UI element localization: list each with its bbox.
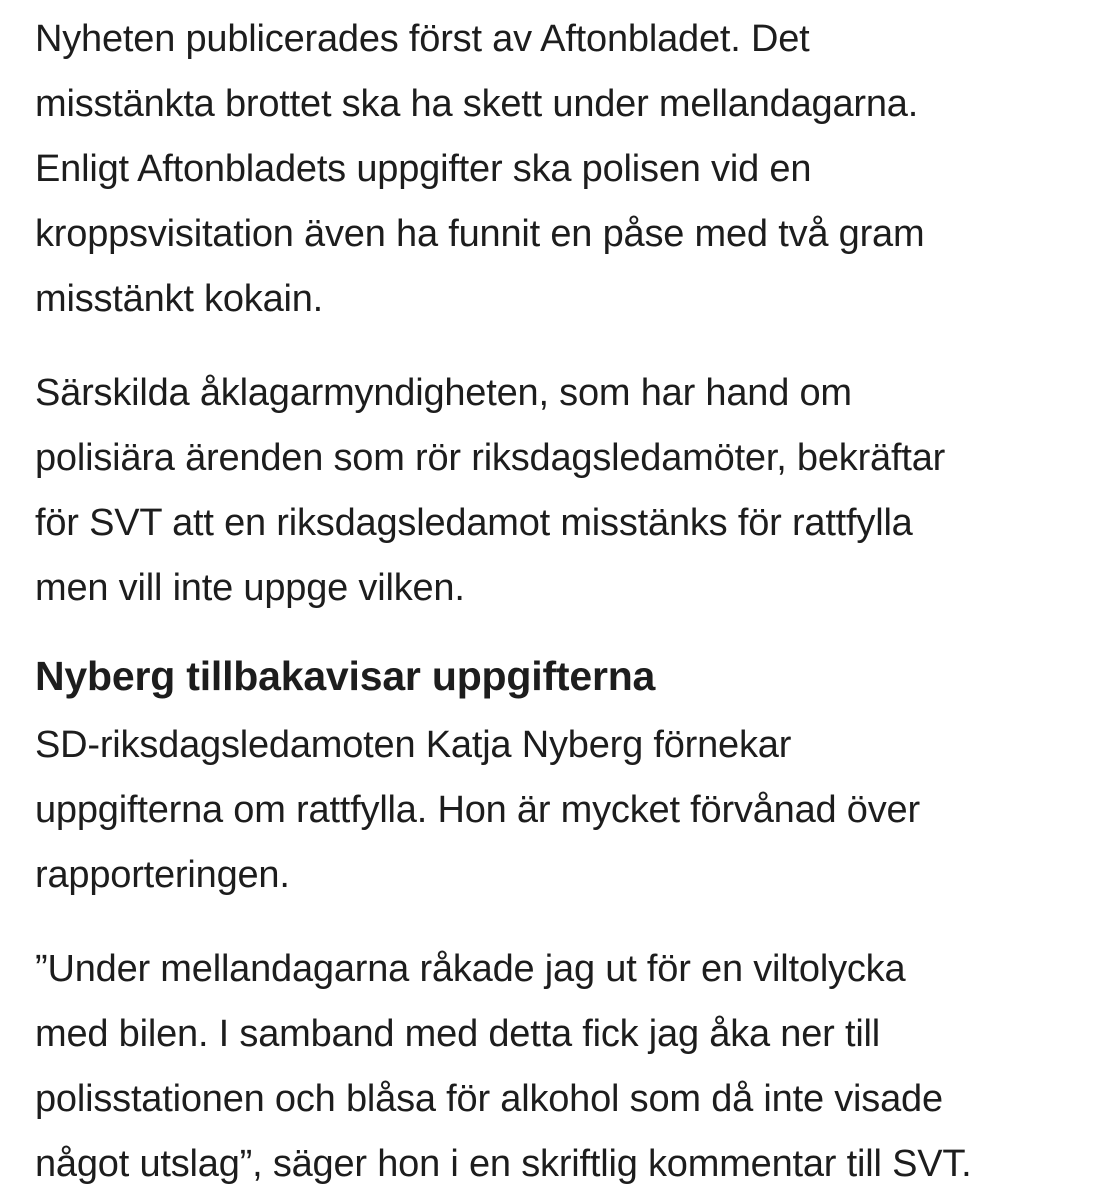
- article-paragraph: [35, 713, 1076, 908]
- paragraph-line: för SVT att en riksdagsledamot misstänks för rattfylla: [35, 502, 913, 544]
- paragraph-line: Enligt Aftonbladets uppgifter ska polisen vid en: [35, 148, 812, 190]
- paragraph-line: rapporteringen.: [35, 854, 290, 896]
- paragraph-line: uppgifterna om rattfylla. Hon är mycket förvånad över: [35, 789, 920, 831]
- paragraph-line: SD-riksdagsledamoten Katja Nyberg förnekar: [35, 724, 792, 766]
- paragraph-line: polisstationen och blåsa för alkohol som då inte visade: [35, 1078, 943, 1120]
- article-paragraph quote-paragraph: [35, 937, 1076, 1197]
- paragraph-line: misstänkt kokain.: [35, 278, 324, 320]
- section-heading: Nyberg tillbakavisar uppgifterna: [35, 653, 656, 699]
- article-paragraph: [35, 361, 1076, 621]
- paragraph-line: ”Under mellandagarna råkade jag ut för en viltolycka: [35, 948, 906, 990]
- paragraph-line: med bilen. I samband med detta fick jag åka ner till: [35, 1013, 881, 1055]
- paragraph-line: misstänkta brottet ska ha skett under mellandagarna.: [35, 83, 919, 125]
- paragraph-line: Särskilda åklagarmyndigheten, som har hand om: [35, 372, 852, 414]
- paragraph-line: Nyheten publicerades först av Aftonbladet. Det: [35, 18, 810, 60]
- article-paragraph: [35, 7, 1076, 332]
- paragraph-line: polisiära ärenden som rör riksdagsledamöter, bekräftar: [35, 437, 946, 479]
- paragraph-line: men vill inte uppge vilken.: [35, 567, 465, 609]
- paragraph-line: något utslag”, säger hon i en skriftlig kommentar till SVT.: [35, 1143, 972, 1185]
- paragraph-line: kroppsvisitation även ha funnit en påse med två gram: [35, 213, 925, 255]
